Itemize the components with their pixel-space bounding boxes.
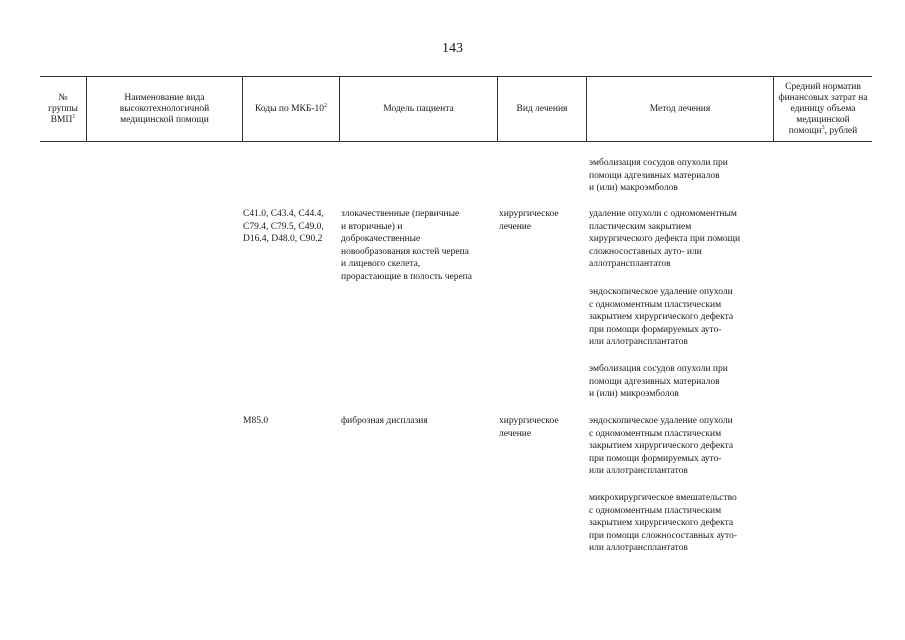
footnote-marker: 1	[72, 113, 76, 120]
patient-model: фиброзная дисплазия	[341, 416, 428, 426]
treatment-type: хирургическое лечение	[499, 209, 559, 232]
header-cost-unit: , рублей	[824, 125, 858, 136]
header-group-number	[40, 77, 86, 141]
icd-codes: C41.0, C43.4, C44.4, C79.4, C79.5, C49.0, D16.4, D48.0, C90.2	[243, 209, 324, 244]
footnote-marker: 3	[821, 124, 825, 131]
patient-model: злокачественные (первичные и вторичные) и доброкачественные новообразования костей черепа и лицевого скелета, прорастающие в полость черепа	[341, 209, 472, 282]
treatment-type: хирургическое лечение	[499, 416, 559, 439]
header-care-type: Наименование вида высокотехнологичной медицинской помощи	[119, 92, 210, 125]
footnote-marker: 2	[324, 102, 328, 109]
page-number: 143	[442, 41, 463, 56]
table-header	[40, 76, 872, 142]
treatment-method: эмболизация сосудов опухоли при помощи адгезивных материалов и (или) макроэмболов	[589, 158, 728, 193]
header-codes-label: Коды по МКБ-10	[254, 103, 325, 114]
header-cost-standard	[774, 77, 872, 141]
treatment-method: эмболизация сосудов опухоли при помощи адгезивных материалов и (или) микроэмболов	[589, 364, 728, 399]
treatment-method: удаление опухоли с одномоментным пластическим закрытием хирургического дефекта при помощи сложносоставных ауто- или аллотрансплантатов	[589, 209, 741, 269]
treatment-method: микрохирургическое вмешательство с одномоментным пластическим закрытием хирургического дефекта при помощи сложносоставных ауто- или аллотрансплантатов	[589, 493, 737, 553]
header-patient-model: Модель пациента	[383, 103, 454, 114]
icd-codes: M85.0	[243, 416, 269, 426]
treatment-method: эндоскопическое удаление опухоли с одномоментным пластическим закрытием хирургического дефекта при помощи формируемых ауто- или аллотрансплантатов	[589, 287, 734, 347]
header-cost-label: Средний норматив финансовых затрат на единицу объема медицинской помощи	[778, 81, 868, 136]
header-treatment-type: Вид лечения	[516, 103, 568, 114]
header-group-label: № группы ВМП	[48, 92, 78, 125]
treatment-method: эндоскопическое удаление опухоли с одномоментным пластическим закрытием хирургического дефекта при помощи формируемых ауто- или аллотрансплантатов	[589, 416, 734, 476]
header-icd-codes	[243, 77, 339, 141]
header-treatment-method: Метод лечения	[649, 103, 711, 114]
